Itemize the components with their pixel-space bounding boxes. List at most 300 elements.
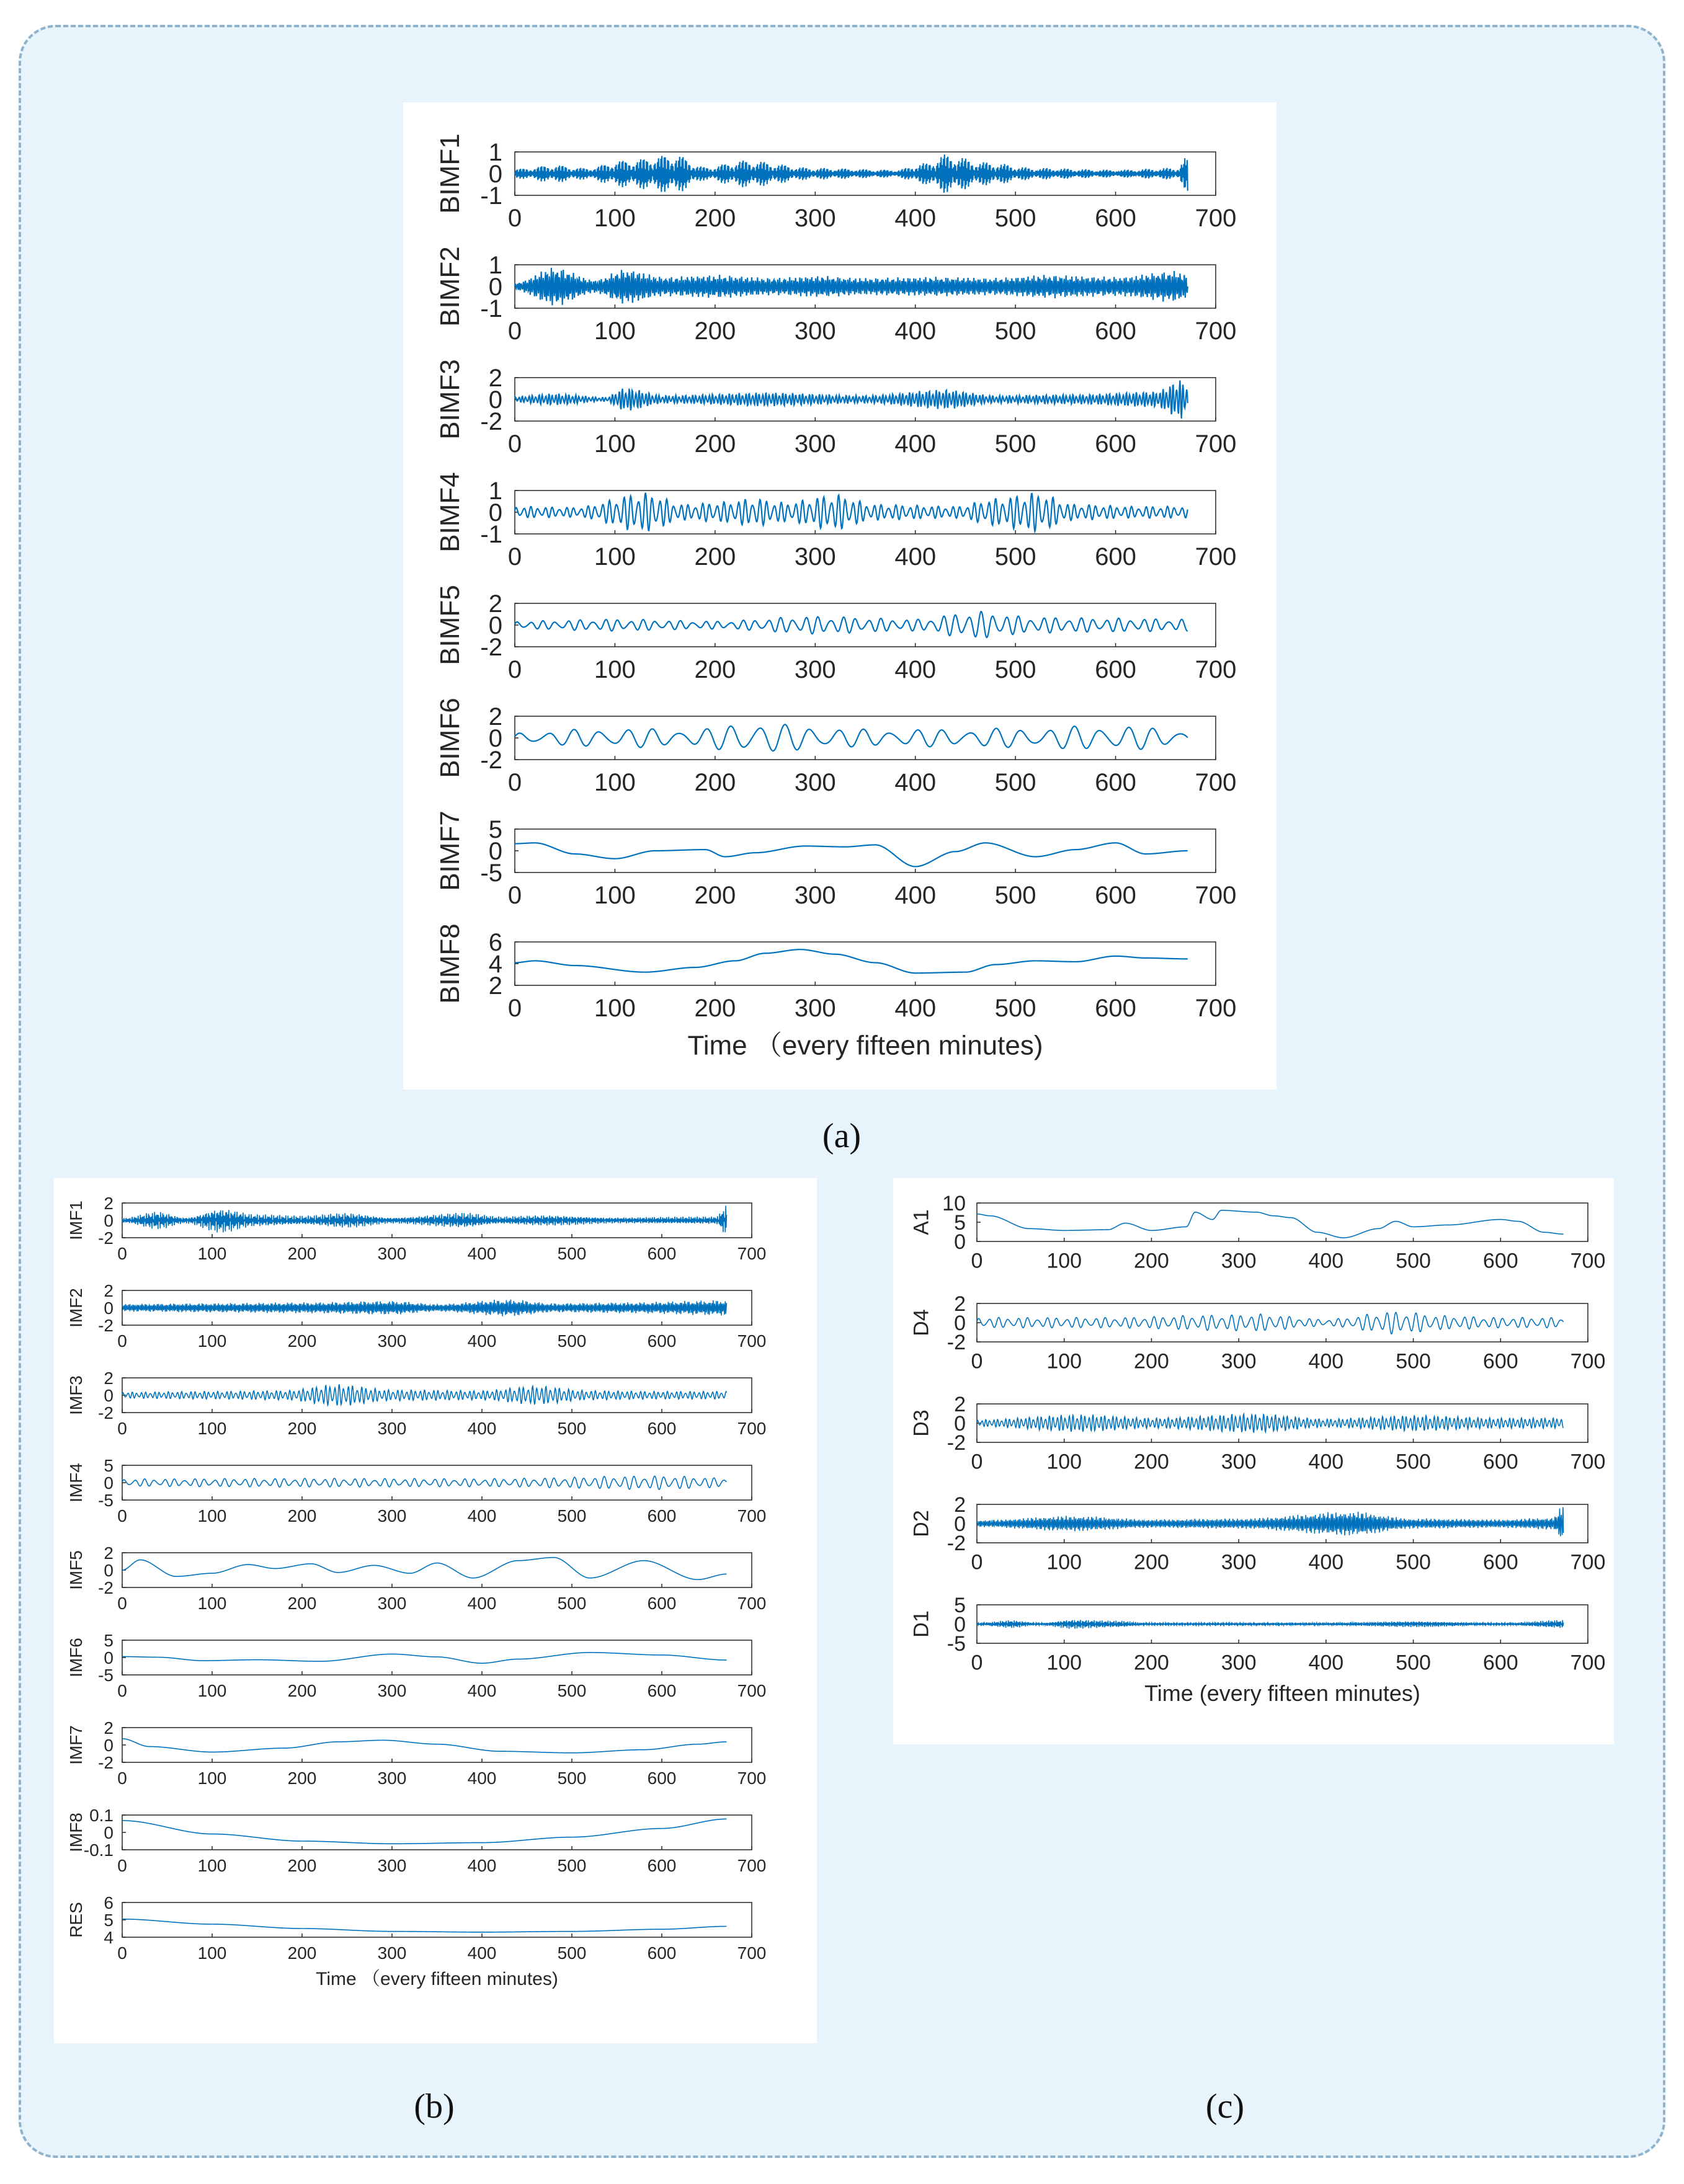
x-tick-label: 500 [1396,1450,1431,1474]
x-tick-label: 300 [1221,1651,1257,1675]
x-tick-label: 500 [994,430,1036,458]
x-tick-label: 500 [1396,1249,1431,1273]
y-tick-label: 0 [104,1298,114,1318]
y-tick-label: 0 [104,1735,114,1755]
x-tick-label: 300 [1221,1249,1257,1273]
x-tick-label: 200 [1134,1450,1169,1474]
x-tick-label: 600 [647,1856,677,1875]
x-tick-label: 500 [994,995,1036,1022]
x-tick-label: 0 [117,1244,127,1263]
subplot-d1 [910,1594,1606,1675]
y-tick-label: 2 [488,703,502,730]
y-tick-label: 4 [104,1927,114,1947]
subplot-imf3 [66,1369,766,1438]
x-tick-label: 0 [117,1681,127,1700]
x-tick-label: 500 [1396,1651,1431,1675]
x-tick-label: 600 [1095,543,1136,570]
x-tick-label: 600 [1095,995,1136,1022]
x-tick-label: 200 [1134,1249,1169,1273]
x-tick-label: 600 [1482,1651,1518,1675]
x-tick-label: 400 [467,1419,497,1438]
panel-a-caption: (a) [822,1117,862,1155]
x-tick-label: 0 [507,882,522,909]
panel-b-caption: (b) [414,2087,455,2126]
axes-box [515,716,1216,760]
x-tick-label: 0 [117,1419,127,1438]
y-tick-label: 0 [488,273,502,301]
y-tick-label: 2 [104,1718,114,1738]
y-tick-label: -5 [480,859,502,887]
x-tick-label: 200 [287,1943,317,1963]
x-tick-label: 0 [971,1450,983,1474]
x-tick-label: 200 [287,1506,317,1525]
x-tick-label: 600 [647,1331,677,1351]
x-tick-label: 0 [117,1856,127,1875]
x-tick-label: 300 [377,1856,407,1875]
x-tick-label: 700 [737,1769,767,1788]
y-tick-label: 0 [954,1311,966,1335]
x-tick-label: 600 [647,1419,677,1438]
y-tick-label: -5 [947,1631,966,1656]
y-tick-label: 0 [488,725,502,752]
y-tick-label: 6 [104,1893,114,1912]
x-tick-label: 0 [971,1249,983,1273]
x-tick-label: 300 [794,882,836,909]
x-tick-label: 400 [894,317,937,345]
y-axis-label: D1 [909,1610,933,1638]
x-tick-label: 0 [117,1769,127,1788]
y-tick-label: 2 [954,1493,966,1517]
axes-box [515,829,1216,872]
x-tick-label: 200 [694,995,736,1022]
y-tick-label: 1 [488,477,502,505]
y-tick-label: -2 [98,1752,114,1772]
x-tick-label: 600 [1095,882,1136,909]
axes-box [977,1203,1588,1241]
x-tick-label: 400 [894,656,937,683]
axes-box [122,1640,752,1675]
x-tick-label: 700 [1195,543,1237,570]
panel-a-chart [403,102,1276,1090]
x-tick-label: 400 [894,769,937,796]
x-tick-label: 500 [557,1594,587,1613]
x-tick-label: 400 [467,1943,497,1963]
subplot-imf5 [66,1543,766,1613]
y-axis-label: BIMF4 [435,472,465,553]
x-tick-label: 500 [557,1943,587,1963]
y-tick-label: -1 [480,295,502,322]
x-tick-label: 500 [557,1681,587,1700]
y-tick-label: -0.1 [83,1840,114,1860]
x-tick-label: 700 [737,1594,767,1613]
x-tick-label: 100 [197,1331,227,1351]
y-axis-label: D3 [909,1409,933,1437]
x-tick-label: 0 [507,543,522,570]
x-tick-label: 100 [594,769,636,796]
x-tick-label: 400 [1308,1550,1344,1574]
x-tick-label: 200 [694,317,736,345]
x-tick-label: 300 [794,317,836,345]
x-tick-label: 600 [1095,430,1136,458]
y-tick-label: -2 [98,1228,114,1248]
x-tick-label: 700 [1195,430,1237,458]
x-tick-label: 500 [994,543,1036,570]
x-tick-label: 0 [117,1506,127,1525]
subplot-bimf1 [435,133,1236,232]
y-axis-label: RES [66,1902,86,1938]
x-tick-label: 100 [594,317,636,345]
y-tick-label: 1 [488,252,502,279]
y-tick-label: 0 [104,1473,114,1493]
subplot-bimf8 [435,923,1236,1022]
y-tick-label: 0 [954,1612,966,1636]
x-tick-label: 700 [737,1856,767,1875]
x-tick-label: 700 [1570,1550,1606,1574]
x-tick-label: 600 [1095,205,1136,232]
x-tick-label: 100 [594,543,636,570]
y-tick-label: 0 [488,838,502,865]
y-axis-label: A1 [909,1209,933,1235]
x-tick-label: 100 [1046,1550,1082,1574]
x-tick-label: 100 [197,1244,227,1263]
x-tick-label: 400 [894,543,937,570]
x-tick-label: 200 [287,1594,317,1613]
y-tick-label: 2 [104,1281,114,1300]
x-tick-label: 500 [557,1331,587,1351]
y-tick-label: 6 [488,929,502,956]
x-tick-label: 700 [737,1506,767,1525]
x-tick-label: 500 [557,1769,587,1788]
y-tick-label: 0 [104,1822,114,1842]
y-tick-label: 0 [954,1512,966,1536]
x-tick-label: 300 [377,1244,407,1263]
y-tick-label: 2 [104,1543,114,1563]
y-tick-label: 5 [104,1455,114,1475]
x-tick-label: 500 [1396,1550,1431,1574]
x-tick-label: 600 [1482,1450,1518,1474]
y-tick-label: 0 [488,499,502,526]
y-tick-label: -2 [480,408,502,435]
y-tick-label: 0 [104,1210,114,1230]
y-axis-label: IMF3 [66,1375,86,1415]
x-tick-label: 100 [197,1506,227,1525]
x-tick-label: 300 [794,430,836,458]
x-tick-label: 600 [647,1681,677,1700]
y-axis-label: BIMF8 [435,923,465,1004]
subplot-bimf3 [435,359,1236,458]
x-tick-label: 400 [467,1506,497,1525]
y-axis-label: BIMF2 [435,246,465,327]
x-tick-label: 100 [1046,1249,1082,1273]
subplot-bimf6 [435,698,1236,796]
y-tick-label: 1 [488,139,502,166]
x-tick-label: 500 [557,1244,587,1263]
x-tick-label: 100 [594,205,636,232]
y-tick-label: 2 [104,1193,114,1213]
x-tick-label: 300 [377,1594,407,1613]
x-tick-label: 700 [1570,1651,1606,1675]
subplot-bimf4 [435,472,1236,570]
x-tick-label: 700 [737,1419,767,1438]
x-tick-label: 0 [507,317,522,345]
x-tick-label: 100 [594,656,636,683]
subplot-bimf7 [435,810,1236,909]
axes-box [122,1815,752,1850]
x-tick-label: 400 [467,1681,497,1700]
x-tick-label: 200 [287,1244,317,1263]
x-tick-label: 200 [287,1331,317,1351]
x-tick-label: 400 [894,430,937,458]
x-tick-label: 700 [737,1244,767,1263]
x-tick-label: 300 [794,769,836,796]
subplot-d3 [910,1393,1606,1474]
x-tick-label: 200 [287,1681,317,1700]
x-tick-label: 100 [1046,1349,1082,1374]
x-tick-label: 200 [1134,1550,1169,1574]
y-axis-label: IMF5 [66,1550,86,1590]
x-tick-label: 600 [1095,317,1136,345]
x-tick-label: 500 [557,1856,587,1875]
x-tick-label: 400 [1308,1450,1344,1474]
x-tick-label: 0 [507,430,522,458]
y-tick-label: 2 [488,590,502,618]
x-tick-label: 700 [737,1943,767,1963]
panel-c-card [893,1178,1614,1744]
x-tick-label: 700 [1195,769,1237,796]
subplot-imf6 [66,1631,766,1700]
x-tick-label: 400 [894,205,937,232]
x-tick-label: 200 [694,882,736,909]
x-axis-label: Time （every fifteen minutes) [687,1030,1043,1061]
x-tick-label: 600 [647,1943,677,1963]
x-tick-label: 0 [971,1550,983,1574]
axes-box [122,1553,752,1587]
x-tick-label: 400 [467,1856,497,1875]
y-tick-label: -2 [480,634,502,661]
x-tick-label: 600 [647,1769,677,1788]
x-tick-label: 700 [737,1681,767,1700]
x-tick-label: 200 [694,205,736,232]
x-tick-label: 400 [467,1769,497,1788]
x-tick-label: 700 [1195,205,1237,232]
x-tick-label: 300 [377,1943,407,1963]
x-tick-label: 200 [694,430,736,458]
x-tick-label: 300 [1221,1550,1257,1574]
x-tick-label: 300 [377,1681,407,1700]
y-tick-label: 0.1 [89,1805,114,1825]
y-tick-label: 0 [488,386,502,414]
x-tick-label: 700 [737,1331,767,1351]
y-tick-label: 0 [104,1385,114,1405]
x-tick-label: 100 [594,882,636,909]
x-tick-label: 100 [197,1856,227,1875]
x-tick-label: 300 [377,1331,407,1351]
x-tick-label: 700 [1195,317,1237,345]
panel-a-card [403,102,1276,1090]
y-axis-label: IMF8 [66,1813,86,1852]
x-tick-label: 600 [647,1506,677,1525]
y-tick-label: 10 [942,1191,966,1215]
x-tick-label: 300 [1221,1450,1257,1474]
y-tick-label: -1 [480,182,502,210]
y-tick-label: 2 [488,365,502,392]
x-tick-label: 200 [694,656,736,683]
subplot-imf7 [66,1718,766,1788]
panel-c-caption: (c) [1205,2087,1245,2126]
y-tick-label: 5 [104,1910,114,1930]
x-tick-label: 200 [287,1769,317,1788]
x-tick-label: 100 [594,430,636,458]
x-tick-label: 200 [694,543,736,570]
x-tick-label: 0 [971,1349,983,1374]
x-tick-label: 200 [1134,1651,1169,1675]
y-tick-label: -5 [98,1490,114,1510]
y-axis-label: IMF4 [66,1463,86,1503]
y-axis-label: IMF6 [66,1638,86,1677]
x-tick-label: 100 [197,1594,227,1613]
x-tick-label: 0 [507,769,522,796]
x-tick-label: 600 [1095,769,1136,796]
y-axis-label: IMF7 [66,1725,86,1765]
x-tick-label: 200 [287,1856,317,1875]
y-tick-label: 0 [954,1230,966,1254]
x-tick-label: 600 [1095,656,1136,683]
axes-box [122,1728,752,1762]
y-tick-label: 4 [488,951,502,978]
y-tick-label: -2 [98,1403,114,1423]
x-tick-label: 500 [994,769,1036,796]
x-tick-label: 0 [507,656,522,683]
y-tick-label: 2 [488,972,502,1000]
y-tick-label: -2 [98,1578,114,1597]
x-tick-label: 0 [507,205,522,232]
subplot-imf2 [66,1281,766,1351]
y-axis-label: IMF1 [66,1201,86,1240]
x-tick-label: 300 [794,543,836,570]
x-tick-label: 400 [894,882,937,909]
x-tick-label: 300 [1221,1349,1257,1374]
panel-b-chart [54,1178,817,2043]
x-tick-label: 300 [377,1769,407,1788]
x-tick-label: 100 [594,995,636,1022]
x-tick-label: 600 [1482,1349,1518,1374]
x-tick-label: 500 [994,205,1036,232]
x-tick-label: 500 [557,1419,587,1438]
x-tick-label: 400 [467,1244,497,1263]
x-tick-label: 300 [377,1506,407,1525]
panel-c-chart [893,1178,1614,1744]
x-tick-label: 0 [117,1943,127,1963]
subplot-bimf2 [435,246,1236,345]
x-tick-label: 400 [1308,1249,1344,1273]
y-tick-label: 2 [954,1292,966,1316]
x-tick-label: 500 [557,1506,587,1525]
x-tick-label: 300 [794,995,836,1022]
x-tick-label: 700 [1195,995,1237,1022]
x-tick-label: 200 [694,769,736,796]
x-tick-label: 600 [647,1244,677,1263]
x-tick-label: 500 [994,317,1036,345]
x-axis-label: Time （every fifteen minutes) [316,1969,558,1989]
x-tick-label: 100 [197,1419,227,1438]
x-tick-label: 500 [994,882,1036,909]
y-tick-label: -2 [947,1531,966,1555]
x-tick-label: 0 [971,1651,983,1675]
y-axis-label: BIMF5 [435,585,465,665]
subplot-imf4 [66,1456,766,1525]
y-axis-label: BIMF1 [435,133,465,214]
subplot-imf8 [66,1806,766,1875]
x-tick-label: 400 [1308,1349,1344,1374]
y-tick-label: -2 [947,1431,966,1455]
y-tick-label: 0 [488,612,502,639]
x-tick-label: 700 [1570,1249,1606,1273]
x-tick-label: 0 [117,1331,127,1351]
x-tick-label: 400 [894,995,937,1022]
axes-box [515,942,1216,985]
x-tick-label: 700 [1195,656,1237,683]
y-axis-label: D4 [909,1309,933,1336]
y-tick-label: 5 [104,1630,114,1650]
subplot-a1 [910,1192,1606,1273]
y-tick-label: 0 [104,1560,114,1580]
y-tick-label: 2 [104,1368,114,1388]
x-tick-label: 0 [117,1594,127,1613]
y-tick-label: 0 [488,161,502,188]
y-axis-label: BIMF3 [435,359,465,440]
y-tick-label: 5 [954,1593,966,1617]
x-axis-label: Time (every fifteen minutes) [1144,1680,1420,1706]
x-tick-label: 100 [197,1769,227,1788]
y-axis-label: BIMF7 [435,810,465,891]
subplot-imf1 [66,1194,766,1263]
x-tick-label: 700 [1195,882,1237,909]
x-tick-label: 600 [647,1594,677,1613]
x-tick-label: 100 [1046,1651,1082,1675]
y-tick-label: -1 [480,521,502,548]
x-tick-label: 700 [1570,1349,1606,1374]
x-tick-label: 300 [794,205,836,232]
x-tick-label: 100 [1046,1450,1082,1474]
x-tick-label: 100 [197,1681,227,1700]
y-tick-label: 5 [954,1210,966,1235]
x-tick-label: 300 [794,656,836,683]
x-tick-label: 600 [1482,1249,1518,1273]
panel-b-card [54,1178,817,2043]
x-tick-label: 400 [467,1331,497,1351]
x-tick-label: 100 [197,1943,227,1963]
y-tick-label: 0 [954,1411,966,1436]
subplot-bimf5 [435,585,1236,683]
y-tick-label: 0 [104,1648,114,1667]
x-tick-label: 200 [287,1419,317,1438]
x-tick-label: 500 [994,656,1036,683]
subplot-res [66,1893,766,1963]
x-tick-label: 500 [1396,1349,1431,1374]
y-axis-label: D2 [909,1510,933,1537]
x-tick-label: 300 [377,1419,407,1438]
x-tick-label: 400 [467,1594,497,1613]
y-axis-label: IMF2 [66,1288,86,1328]
x-tick-label: 0 [507,995,522,1022]
x-tick-label: 700 [1570,1450,1606,1474]
y-tick-label: -2 [480,747,502,774]
x-tick-label: 600 [1482,1550,1518,1574]
y-tick-label: 2 [954,1392,966,1416]
x-tick-label: 400 [1308,1651,1344,1675]
y-axis-label: BIMF6 [435,698,465,778]
y-tick-label: -2 [98,1315,114,1335]
